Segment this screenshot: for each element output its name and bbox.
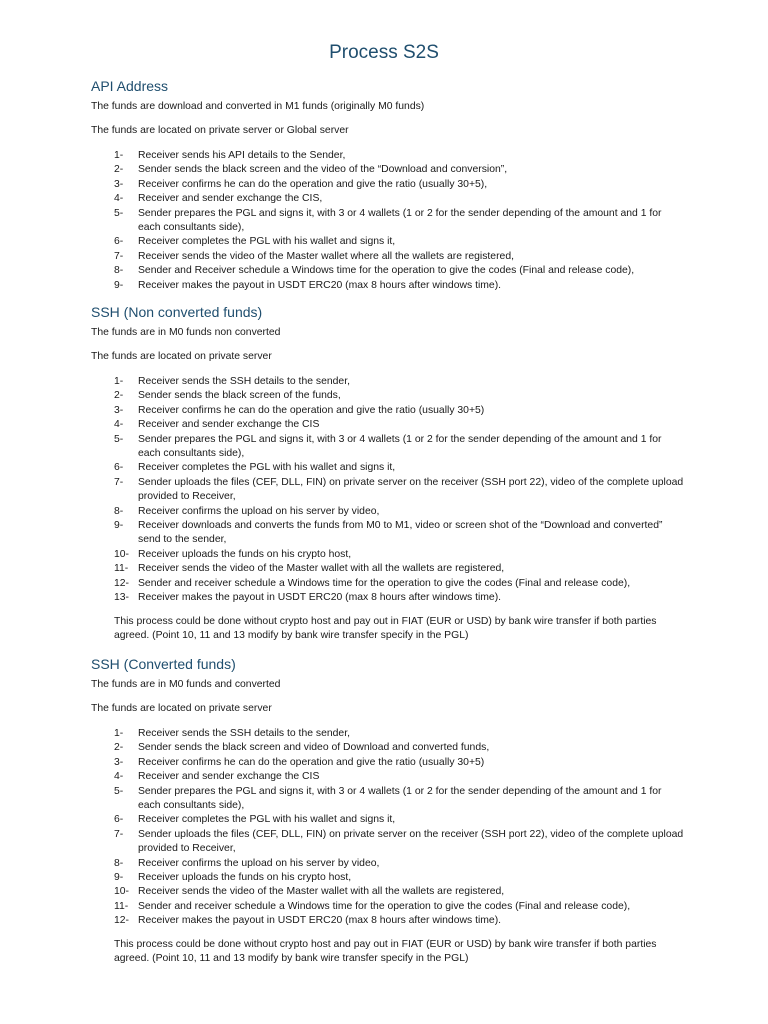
list-item <box>114 178 684 192</box>
list-item-text: Receiver completes the PGL with his wallet and signs it, <box>138 236 396 248</box>
list-item-text: Receiver sends the video of the Master wallet with all the wallets are registered, <box>138 563 505 575</box>
list-item-number: 13- <box>114 592 130 604</box>
list-item-text: Receiver sends his API details to the Sender, <box>138 150 346 161</box>
list-item-text: Sender and receiver schedule a Windows time for the operation to give the codes (Final and release code), <box>138 900 631 912</box>
list-item-number: 6- <box>114 814 124 826</box>
section-paragraph: The funds are in M0 funds non converted <box>91 327 281 338</box>
list-item-number: 5- <box>114 433 124 445</box>
steps-list-ssh-converted <box>114 727 684 929</box>
list-item <box>114 900 684 914</box>
list-item-number: 12- <box>114 577 130 589</box>
list-item <box>114 885 684 899</box>
list-item-text: Receiver completes the PGL with his wallet and signs it, <box>138 814 396 826</box>
list-item-number: 1- <box>114 150 124 161</box>
list-item-text: Receiver makes the payout in USDT ERC20 (max 8 hours after windows time). <box>138 915 502 927</box>
list-item <box>114 375 684 389</box>
list-item-text: Receiver downloads and converts the funds from M0 to M1, video or screen shot of the “Download and converted” send to the sender, <box>138 520 663 546</box>
list-item-number: 8- <box>114 265 124 277</box>
list-item <box>114 404 684 418</box>
list-item <box>114 207 684 236</box>
list-item-text: Receiver makes the payout in USDT ERC20 (max 8 hours after windows time). <box>138 592 502 604</box>
list-item-text: Receiver sends the SSH details to the sender, <box>138 728 350 739</box>
list-item-text: Receiver uploads the funds on his crypto host, <box>138 548 352 560</box>
list-item <box>114 235 684 249</box>
list-item <box>114 785 684 814</box>
list-item-number: 8- <box>114 857 124 869</box>
section-paragraph: The funds are located on private server <box>91 703 272 714</box>
list-item <box>114 857 684 871</box>
list-item-text: Receiver confirms the upload on his server by video, <box>138 857 380 869</box>
list-item-number: 11- <box>114 900 129 912</box>
list-item-text: Sender and receiver schedule a Windows time for the operation to give the codes (Final and release code), <box>138 577 631 589</box>
list-item-number: 4- <box>114 419 124 431</box>
list-item-text: Sender sends the black screen and video of Download and converted funds, <box>138 742 490 754</box>
list-item-text: Receiver confirms he can do the operation and give the ratio (usually 30+5) <box>138 404 485 416</box>
list-item <box>114 279 684 293</box>
list-item-text: Sender uploads the files (CEF, DLL, FIN) on private server on the receiver (SSH port 22), video of the complete upload provided to Receiver, <box>138 828 684 855</box>
section-paragraph: The funds are located on private server <box>91 351 272 362</box>
list-item <box>114 548 684 562</box>
list-item-number: 2- <box>114 742 124 754</box>
list-item-text: Receiver and sender exchange the CIS <box>138 419 320 431</box>
list-item-number: 4- <box>114 771 124 783</box>
list-item-number: 9- <box>114 520 124 532</box>
list-item <box>114 577 684 591</box>
list-item-number: 12- <box>114 915 130 927</box>
list-item <box>114 741 684 755</box>
list-item <box>114 192 684 206</box>
list-item <box>114 149 684 163</box>
section-note: This process could be done without crypto host and pay out in FIAT (EUR or USD) by bank wire transfer if both parties agreed. (Point 10, 11 and 13 modify by bank wire transfer specify in the PGL) <box>114 939 657 965</box>
list-item-number: 7- <box>114 476 124 488</box>
list-item-number: 9- <box>114 279 124 291</box>
list-item <box>114 756 684 770</box>
list-item <box>114 770 684 784</box>
page-title: Process S2S <box>329 42 439 63</box>
list-item-number: 8- <box>114 505 124 517</box>
list-item-number: 5- <box>114 785 124 797</box>
list-item-text: Receiver confirms he can do the operation and give the ratio (usually 30+5), <box>138 178 488 190</box>
list-item-number: 4- <box>114 193 124 205</box>
list-item-number: 10- <box>114 548 130 560</box>
list-item <box>114 264 684 278</box>
list-item-number: 1- <box>114 376 124 387</box>
list-item-number: 7- <box>114 828 124 840</box>
list-item-number: 7- <box>114 250 124 262</box>
section-note: This process could be done without crypto host and pay out in FIAT (EUR or USD) by bank wire transfer if both parties agreed. (Point 10, 11 and 13 modify by bank wire transfer specify in the PGL) <box>114 616 657 642</box>
list-item <box>114 914 684 928</box>
list-item <box>114 519 684 548</box>
list-item-text: Receiver uploads the funds on his crypto host, <box>138 872 352 884</box>
list-item-number: 3- <box>114 404 124 416</box>
list-item-text: Sender uploads the files (CEF, DLL, FIN) on private server on the receiver (SSH port 22), video of the complete upload provided to Receiver, <box>138 476 684 503</box>
list-item <box>114 813 684 827</box>
section-paragraph: The funds are in M0 funds and converted <box>91 679 281 690</box>
list-item <box>114 591 684 605</box>
list-item <box>114 433 684 462</box>
list-item-text: Receiver completes the PGL with his wallet and signs it, <box>138 462 396 474</box>
section-paragraph: The funds are download and converted in M1 funds (originally M0 funds) <box>91 101 425 112</box>
list-item-number: 3- <box>114 756 124 768</box>
list-item-number: 5- <box>114 207 124 219</box>
list-item-text: Sender sends the black screen of the funds, <box>138 390 341 402</box>
list-item-text: Sender prepares the PGL and signs it, with 3 or 4 wallets (1 or 2 for the sender depending of the amount and 1 for each consultants side), <box>138 785 662 812</box>
list-item-text: Receiver sends the video of the Master wallet where all the wallets are registered, <box>138 250 514 262</box>
list-item-text: Receiver makes the payout in USDT ERC20 (max 8 hours after windows time). <box>138 279 502 291</box>
list-item-text: Receiver sends the video of the Master wallet with all the wallets are registered, <box>138 886 505 898</box>
list-item-text: Receiver sends the SSH details to the sender, <box>138 376 350 387</box>
list-item-text: Receiver and sender exchange the CIS, <box>138 193 323 205</box>
list-item <box>114 418 684 432</box>
list-item-text: Receiver confirms he can do the operation and give the ratio (usually 30+5) <box>138 756 485 768</box>
list-item-number: 2- <box>114 164 124 176</box>
list-item-number: 9- <box>114 872 124 884</box>
list-item <box>114 505 684 519</box>
list-item <box>114 562 684 576</box>
list-item <box>114 250 684 264</box>
list-item-number: 10- <box>114 886 130 898</box>
list-item-text: Sender prepares the PGL and signs it, with 3 or 4 wallets (1 or 2 for the sender depending of the amount and 1 for each consultants side), <box>138 207 662 234</box>
section-heading-ssh-non-converted: SSH (Non converted funds) <box>91 304 263 320</box>
list-item-number: 1- <box>114 728 124 739</box>
list-item-text: Sender and Receiver schedule a Windows time for the operation to give the codes (Final and release code), <box>138 265 635 277</box>
list-item-number: 11- <box>114 563 129 575</box>
section-heading-ssh-converted: SSH (Converted funds) <box>91 656 236 672</box>
list-item <box>114 461 684 475</box>
list-item-text: Receiver and sender exchange the CIS <box>138 771 320 783</box>
list-item <box>114 828 684 857</box>
steps-list-ssh-non-converted <box>114 375 684 606</box>
list-item-text: Sender prepares the PGL and signs it, with 3 or 4 wallets (1 or 2 for the sender depending of the amount and 1 for each consultants side), <box>138 433 662 460</box>
list-item <box>114 389 684 403</box>
list-item-number: 6- <box>114 462 124 474</box>
list-item <box>114 727 684 741</box>
list-item-number: 6- <box>114 236 124 248</box>
section-paragraph: The funds are located on private server or Global server <box>91 125 349 136</box>
list-item-number: 2- <box>114 390 124 402</box>
list-item-number: 3- <box>114 178 124 190</box>
list-item <box>114 476 684 505</box>
list-item <box>114 163 684 177</box>
list-item <box>114 871 684 885</box>
steps-list-api-address <box>114 149 684 293</box>
list-item-text: Receiver confirms the upload on his server by video, <box>138 505 380 517</box>
list-item-text: Sender sends the black screen and the video of the “Download and conversion”, <box>138 164 508 176</box>
section-heading-api-address: API Address <box>91 78 169 94</box>
